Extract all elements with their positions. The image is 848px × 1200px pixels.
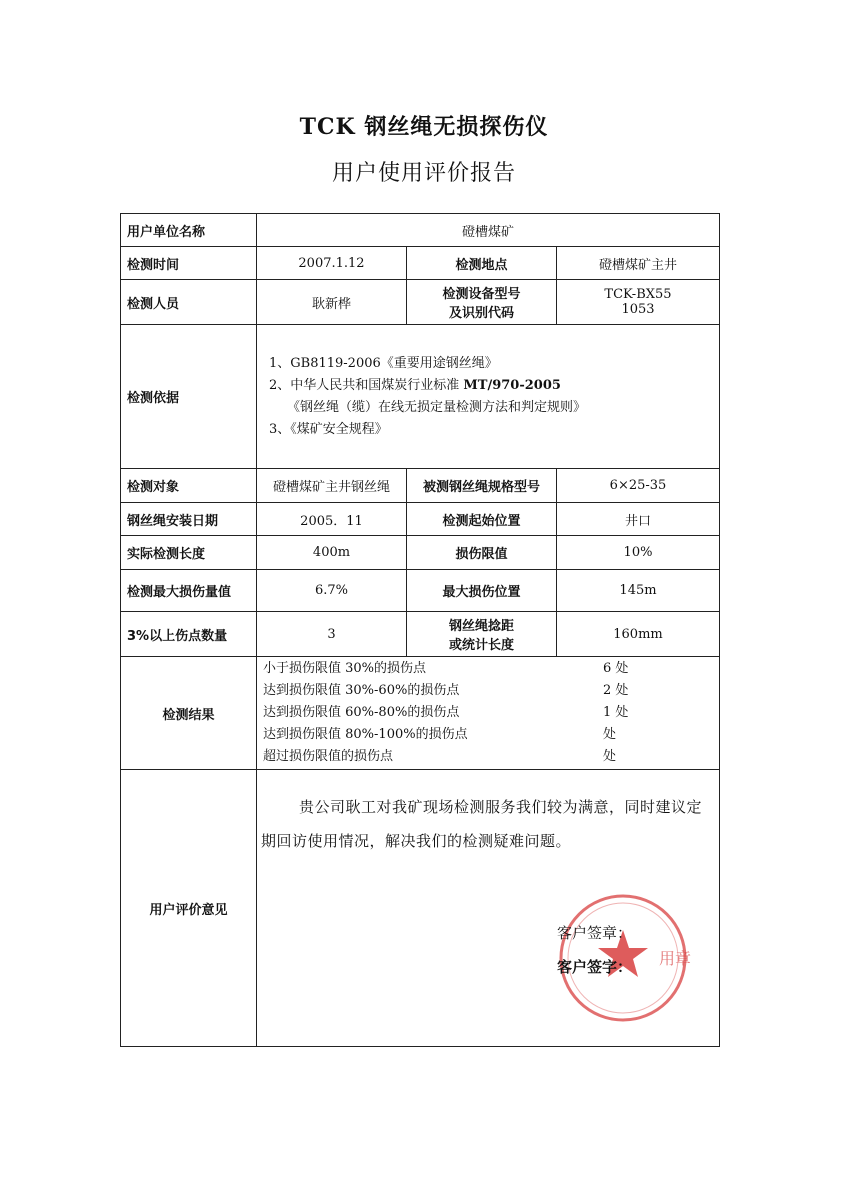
customer-seal-label: 客户签章： — [557, 924, 633, 942]
results-content — [257, 657, 720, 770]
result-item-count: 1 处 — [603, 705, 629, 720]
maxpos-value: 145m — [557, 570, 720, 612]
result-item-count: 处 — [603, 749, 617, 764]
maxpos-label: 最大损伤位置 — [407, 570, 557, 612]
lay-label — [407, 612, 557, 657]
result-item — [263, 746, 713, 768]
start-label: 检测起始位置 — [407, 503, 557, 536]
lay-value: 160mm — [557, 612, 720, 657]
result-item — [263, 680, 713, 702]
opinion-label: 用户评价意见 — [121, 770, 257, 1047]
report-title-line2: 用户使用评价报告 — [331, 161, 516, 186]
person-value: 耿新桦 — [257, 280, 407, 325]
basis-item-3: 3、《煤矿安全规程》 — [269, 421, 388, 437]
maxval-value: 6.7% — [257, 570, 407, 612]
result-item-text: 达到损伤限值 30%-60%的损伤点 — [263, 683, 460, 698]
device-label — [407, 280, 557, 325]
maxval-label: 检测最大损伤量值 — [121, 570, 257, 612]
unit-label: 用户单位名称 — [121, 214, 257, 247]
result-item — [263, 702, 713, 724]
result-item-text: 达到损伤限值 60%-80%的损伤点 — [263, 705, 460, 720]
count-label: 3%以上伤点数量 — [121, 612, 257, 657]
row-results — [121, 657, 720, 770]
object-value: 磴槽煤矿主井钢丝绳 — [257, 469, 407, 503]
basis-content — [257, 325, 720, 469]
basis-item-2 — [269, 375, 713, 397]
place-value: 磴槽煤矿主井 — [557, 247, 720, 280]
limit-label: 损伤限值 — [407, 536, 557, 570]
result-item-count: 处 — [603, 727, 617, 742]
device-value-1: TCK-BX55 — [604, 287, 672, 302]
row-count — [121, 612, 720, 657]
unit-value: 磴槽煤矿 — [257, 214, 720, 247]
row-object — [121, 469, 720, 503]
row-person — [121, 280, 720, 325]
object-label: 检测对象 — [121, 469, 257, 503]
result-item — [263, 658, 713, 680]
row-length — [121, 536, 720, 570]
basis-item-1: 1、GB8119-2006《重要用途钢丝绳》 — [269, 355, 498, 371]
lay-label-1: 钢丝绳捻距 — [448, 619, 514, 634]
report-title-line1: TCK 钢丝绳无损探伤仪 — [299, 114, 549, 140]
spec-value: 6×25-35 — [557, 469, 720, 503]
person-label: 检测人员 — [121, 280, 257, 325]
results-label: 检测结果 — [121, 657, 257, 770]
result-item-text: 小于损伤限值 30%的损伤点 — [263, 661, 427, 676]
limit-value: 10% — [557, 536, 720, 570]
result-item-text: 达到损伤限值 80%-100%的损伤点 — [263, 727, 468, 742]
row-opinion — [121, 770, 720, 1047]
start-value: 井口 — [557, 503, 720, 536]
results-list — [263, 658, 713, 768]
time-label: 检测时间 — [121, 247, 257, 280]
customer-signature-label: 客户签字： — [557, 958, 633, 976]
result-item-count: 2 处 — [603, 683, 629, 698]
place-label: 检测地点 — [407, 247, 557, 280]
basis-item-2-prefix: 2、中华人民共和国煤炭行业标准 — [269, 377, 464, 393]
basis-item-2-sub: 《钢丝绳（缆）在线无损定量检测方法和判定规则》 — [287, 399, 587, 415]
time-value: 2007.1.12 — [257, 247, 407, 280]
row-install — [121, 503, 720, 536]
device-value-2: 1053 — [621, 302, 655, 317]
row-maxval — [121, 570, 720, 612]
length-value: 400m — [257, 536, 407, 570]
device-label-2: 及识别代码 — [448, 306, 514, 321]
report-table — [120, 213, 720, 1047]
install-value: 2005．11 — [257, 503, 407, 536]
opinion-content — [257, 770, 720, 1047]
result-item — [263, 724, 713, 746]
device-value — [557, 280, 720, 325]
spec-label: 被测钢丝绳规格型号 — [407, 469, 557, 503]
result-item-text: 超过损伤限值的损伤点 — [263, 749, 394, 764]
row-unit — [121, 214, 720, 247]
device-label-1: 检测设备型号 — [442, 287, 521, 302]
stamp-text: 用章 — [659, 949, 691, 968]
opinion-text: 贵公司耿工对我矿现场检测服务我们较为满意，同时建议定期回访使用情况，解决我们的检测疑难问题。 — [261, 798, 703, 850]
row-basis — [121, 325, 720, 469]
length-label: 实际检测长度 — [121, 536, 257, 570]
result-item-count: 6 处 — [603, 661, 629, 676]
basis-label: 检测依据 — [121, 325, 257, 469]
lay-label-2: 或统计长度 — [448, 638, 514, 653]
install-label: 钢丝绳安装日期 — [121, 503, 257, 536]
basis-item-2-code: MT/970-2005 — [463, 377, 561, 393]
row-time — [121, 247, 720, 280]
count-value: 3 — [257, 612, 407, 657]
